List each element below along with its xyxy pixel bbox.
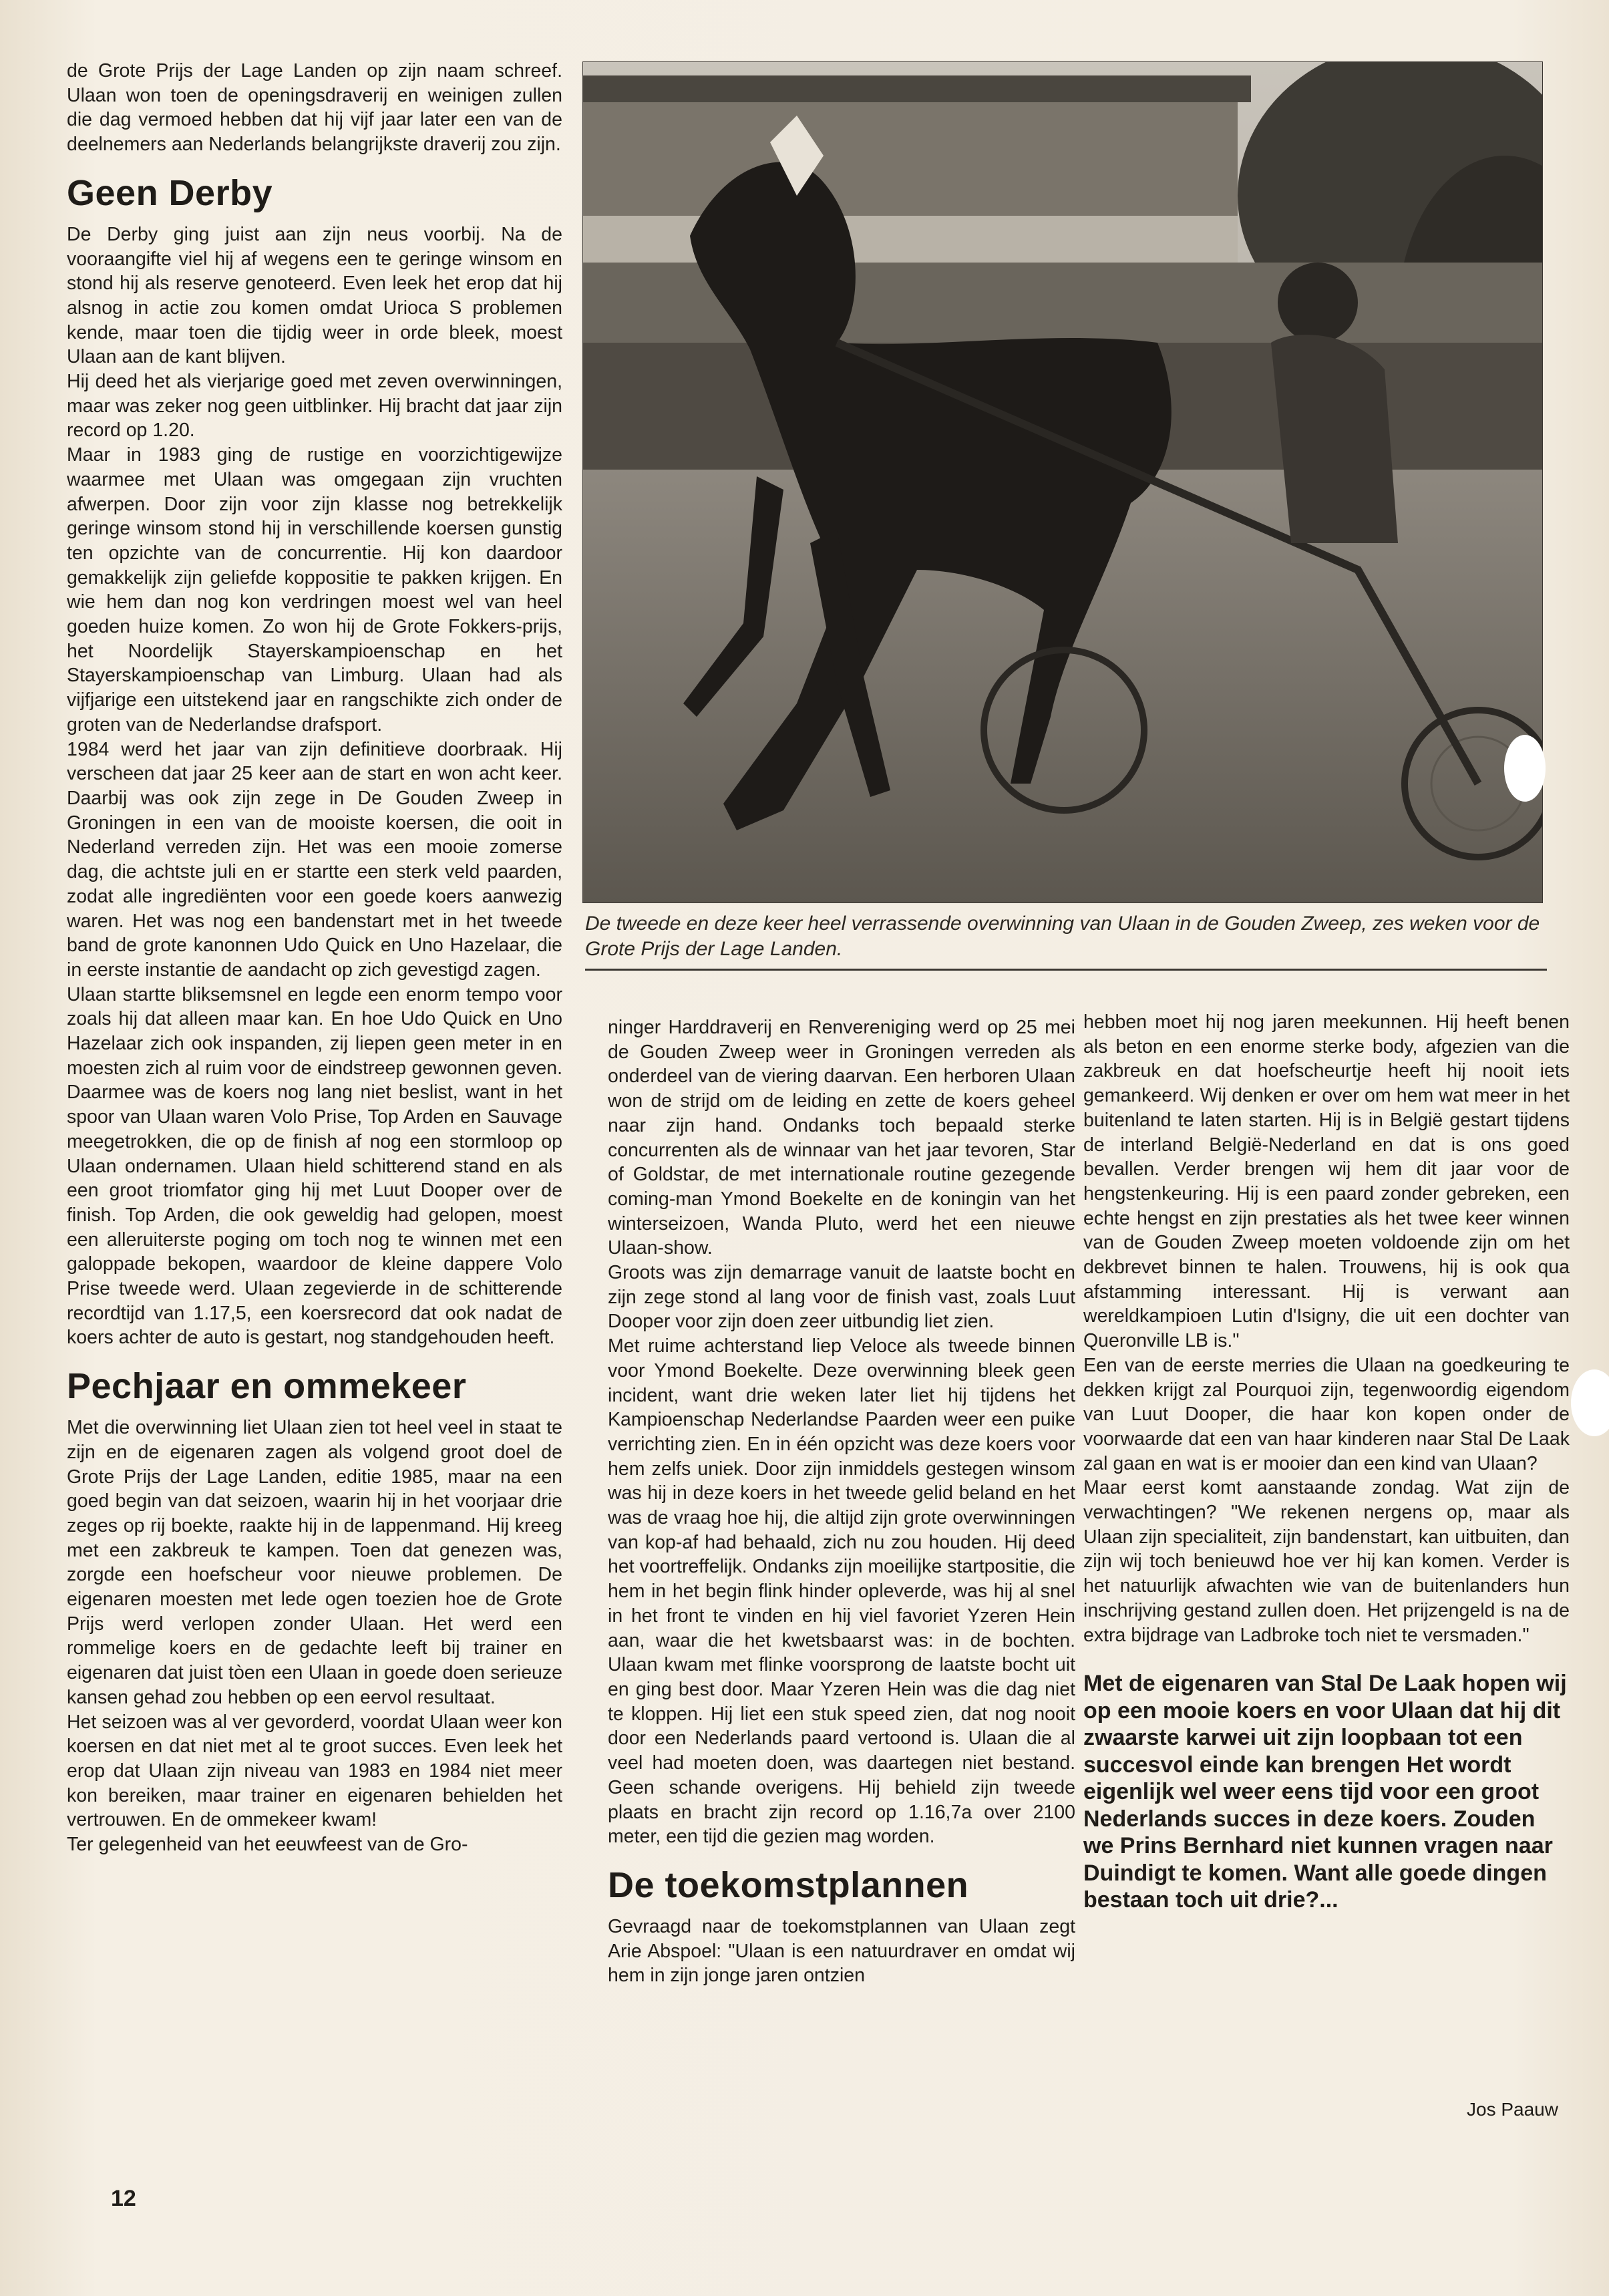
paragraph: Een van de eerste merries die Ulaan na goedkeuring te dekken krijgt zal Pourquoi zijn, tegenwoordig eigendom van Luut Dooper, die haar kon kopen onder de voorwaarde dat een van haar kinderen naar Stal De Laak zal gaan en wat is er mooier dan een kind van Ulaan? — [1083, 1354, 1570, 1474]
paragraph: Met ruime achterstand liep Veloce als tweede binnen voor Ymond Boekelte. Deze overwinning bleek geen incident, want drie weken later liet hij tijdens het Kampioenschap Nederlandse Paarden weer een puike verrichting zien. En in één opzicht was deze koers voor hem zelfs uniek. Door zijn inmiddels gestegen winsom was hij in deze koers in het tweede gelid beland en het was de vraag hoe hij, die altijd zijn grote overwinningen van kop-af had behaald, zich nu zou houden. Hij deed het voortreffelijk. Ondanks zijn moeilijke startpositie, die hem in het begin flink hinder opleverde, was hij al snel in het front te vinden en hij viel favoriet Yzeren Hein aan, waar die het kwetsbaarst was: in de bochten. Ulaan kwam met flinke voorsprong de laatste bocht uit en ging best door. Maar Yzeren Hein was die dag niet te kloppen. Hij liet een stuk speed zien, dat nog nooit door een Nederlands paard vertoond is. Ulaan die al veel had moeten doen, was daartegen niet bestand. Geen schande overigens. Hij behield zijn tweede plaats en bracht zijn record op 1.16,7a over 2100 meter, een tijd die gezien mag worden. — [608, 1335, 1075, 1848]
paragraph: Ulaan startte bliksemsnel en legde een enorm tempo voor zoals hij dat alleen maar kan. En hoe Udo Quick en Uno Hazelaar zich ook inspanden, zij liepen geen meter in en moesten zich al ruim voor de eindstreep gewonnen geven. Daarmee was de koers nog lang niet beslist, want in het spoor van Ulaan waren Volo Prise, Top Arden en Sauvage meegetrokken, die op de finish af nog een stormloop op Ulaan ondernamen. Ulaan hield schitterend stand en als een groot triomfator ging hij met Luut Dooper over de finish. Top Arden, die ook geweldig had gelopen, moest een alleruiterste poging om toch nog te winnen met een galoppade bekopen, waardoor de kleine dappere Volo Prise tweede werd. Ulaan zegevierde in de schitterende recordtijd van 1.17,5, een koersrecord dat ook nadat de koers achter de auto is gestart, nog standgehouden heeft. — [67, 983, 562, 1349]
section-heading-geen-derby: Geen Derby — [67, 172, 273, 213]
paragraph: Ter gelegenheid van het eeuwfeest van de Gro- — [67, 1834, 468, 1856]
paragraph: Maar in 1983 ging de rustige en voorzichtigewijze waarmee met Ulaan was omgegaan zijn vruchten afwerpen. Door zijn voor zijn klasse nog betrekkelijk geringe winsom stond hij in verschillende koersen gunstig ten opzichte van de concurrentie. Hij kon daardoor gemakkelijk zijn geliefde koppositie te pakken krijgen. En wie hem dan nog kon verdringen moest wel van heel goeden huize komen. Zo won hij de Grote Fokkers-prijs, het Noordelijk Stayerskampioenschap en het Stayerskampioenschap van Limburg. Ulaan had als vijfjarige een uitstekend jaar en rangschikte zich onder de groten van de Nederlandse drafsport. — [67, 444, 562, 735]
harness-race-photo — [582, 61, 1543, 903]
horse-and-sulky-image — [583, 62, 1542, 903]
binder-hole — [1571, 1369, 1609, 1436]
page-number: 12 — [111, 2186, 136, 2211]
caption-divider — [585, 969, 1547, 971]
paragraph: hebben moet hij nog jaren meekunnen. Hij heeft benen als beton en een enorme sterke body, afgezien van die zakbreuk en dat hoefscheurtje heeft hij nooit iets gemankeerd. Wij denken er over om hem wat meer in het buitenland te laten starten. Hij is in België gestart tijdens de interland België-Nederland en dat is ons goed bevallen. Verder brengen wij hem dit jaar voor de hengstenkeuring. Hij is een paard zonder gebreken, een echte hengst en zijn prestaties als het twee keer winnen van de Gouden Zweep moeten voldoende zijn om het dekbrevet binnen te halen. Trouwens, hij is ook qua afstamming interessant. Hij is verwant aan wereldkampioen Lutin d'Isigny, die uit een dochter van Queronville LB is." — [1083, 1011, 1570, 1352]
paragraph: ninger Harddraverij en Renvereniging werd op 25 mei de Gouden Zweep weer in Groningen verreden als onderdeel van de viering daarvan. Een herboren Ulaan won de strijd om de leiding en zette de koers geheel naar zijn hand. Ondanks toch bepaald sterke concurrenten als de winnaar van het jaar tevoren, Star of Goldstar, de met internationale routine gezegende coming-man Ymond Boekelte en de koningin van het winterseizoen, Wanda Pluto, werd het een nieuwe Ulaan-show. — [608, 1017, 1075, 1259]
photo-caption: De tweede en deze keer heel verrassende overwinning van Ulaan in de Gouden Zweep, zes weken voor de Grote Prijs der Lage Landen. — [585, 913, 1540, 960]
paragraph: Het seizoen was al ver gevorderd, voordat Ulaan weer kon koersen en dat niet met al te groot succes. Even leek het erop dat Ulaan zijn niveau van 1983 en 1984 niet meer kon bereiken, maar trainer en eigenaren behielden het vertrouwen. En de ommekeer kwam! — [67, 1711, 562, 1831]
closing-paragraph: Met de eigenaren van Stal De Laak hopen wij op een mooie koers en voor Ulaan dat hij dit zwaarste karwei uit zijn loopbaan tot een succesvol einde kan brengen Het wordt eigenlijk wel weer eens tijd voor een groot Nederlands succes in deze koers. Zouden we Prins Bernhard niet kunnen vragen naar Duindigt te komen. Want alle goede dingen bestaan toch uit drie?... — [1083, 1671, 1567, 1913]
section-heading-pechjaar: Pechjaar en ommekeer — [67, 1366, 467, 1407]
column-middle — [608, 1015, 1075, 1988]
paragraph: Met die overwinning liet Ulaan zien tot heel veel in staat te zijn en de eigenaren zagen als volgend groot doel de Grote Prijs der Lage Landen, editie 1985, maar na een goed begin van dat seizoen, waarin hij in het voorjaar drie zeges op rij boekte, raakte hij in de lappenmand. Hij kreeg met een zakbreuk te kampen. Toen dat genezen was, zorgde een hoefscheur voor nieuwe problemen. De eigenaren moesten met lede ogen toezien hoe de Grote Prijs werd verlopen zonder Ulaan. Het werd een rommelige koers en de gedachte leeft bij trainer en eigenaren dat juist tòen een Ulaan in goede doen serieuze kansen gehad zou hebben op een eervol resultaat. — [67, 1417, 562, 1708]
paragraph: de Grote Prijs der Lage Landen op zijn naam schreef. Ulaan won toen de openingsdraverij en weinigen zullen die dag vermoed hebben dat hij vijf jaar later een van de deelnemers aan Nederlands belangrijkste draverij zou zijn. — [67, 60, 562, 156]
paragraph: Groots was zijn demarrage vanuit de laatste bocht en zijn zege stond al lang voor de finish vast, zoals Luut Dooper voor zijn doen zeer uitbundig liet zien. — [608, 1262, 1075, 1333]
paragraph: Maar eerst komt aanstaande zondag. Wat zijn de verwachtingen? "We rekenen nergens op, maar als Ulaan zijn specialiteit, zijn bandenstart, kan uitbuiten, dan zijn wij toch benieuwd hoe ver hij kan komen. Verder is het natuurlijk afwachten wie van de buitenlanders hun inschrijving gestand zullen doen. Het prijzengeld is na de extra bijdrage van Ladbroke toch niet te versmaden." — [1083, 1477, 1570, 1646]
paragraph: 1984 werd het jaar van zijn definitieve doorbraak. Hij verscheen dat jaar 25 keer aan de start en won acht keer. Daarbij was ook zijn zege in De Gouden Zweep in Groningen in een van de mooiste koersen, die ooit in Nederland verreden zijn. Het was een mooie zomerse dag, die achtste juli en er startte een sterk veld paarden, zodat alle ingrediënten voor een goede koers aanwezig waren. Het was nog een bandenstart met in het tweede band de grote kanonnen Udo Quick en Uno Hazelaar, die in eerste instantie de aandacht op zich gevestigd zagen. — [67, 738, 562, 981]
author-byline: Jos Paauw — [1467, 2099, 1558, 2120]
section-heading-toekomstplannen: De toekomstplannen — [608, 1864, 969, 1905]
paragraph: Hij deed het als vierjarige goed met zeven overwinningen, maar was zeker nog geen uitblinker. Hij bracht dat jaar zijn record op 1.20. — [67, 371, 562, 442]
column-left — [67, 59, 562, 1857]
binder-hole — [1504, 735, 1546, 802]
column-right — [1083, 1010, 1570, 1914]
paragraph: De Derby ging juist aan zijn neus voorbij. Na de vooraangifte viel hij af wegens een te geringe winsom en stond hij als reserve genoteerd. Even leek het erop dat hij alsnog in actie zou komen omdat Urioca S problemen kende, maar toen die tijdig weer in orde bleek, moest Ulaan aan de kant blijven. — [67, 223, 562, 368]
paragraph: Gevraagd naar de toekomstplannen van Ulaan zegt Arie Abspoel: "Ulaan is een natuurdraver en omdat wij hem in zijn jonge jaren ontzien — [608, 1915, 1075, 1987]
